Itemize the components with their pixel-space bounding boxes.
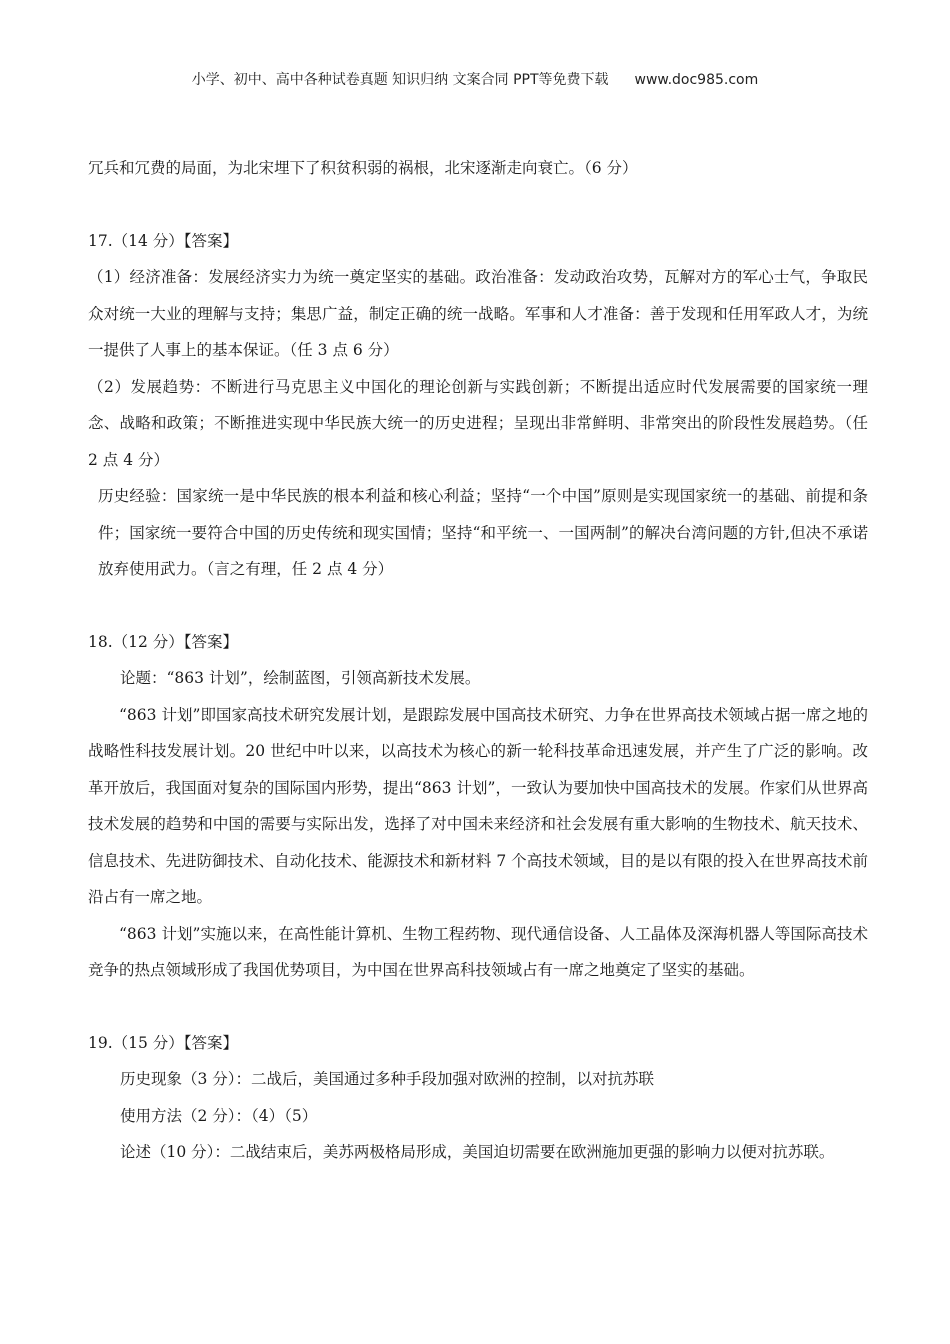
question-18 [88, 624, 868, 989]
q16-tail-text: 冗兵和冗费的局面，为北宋埋下了积贫积弱的祸根，北宋逐渐走向衰亡。（6 分） [88, 159, 638, 177]
section-gap [88, 588, 868, 624]
q17-part1: （1）经济准备：发展经济实力为统一奠定坚实的基础。政治准备：发动政治攻势，瓦解对方的军心士气，争取民众对统一大业的理解与支持；集思广益，制定正确的统一战略。军事和人才准备：善于发现和任用军政人才，为统一提供了人事上的基本保证。（任 3 点 6 分） [88, 268, 868, 359]
q17-part2: （2）发展趋势：不断进行马克思主义中国化的理论创新与实践创新；不断提出适应时代发展需要的国家统一理念、战略和政策；不断推进实现中华民族大统一的历史进程；呈现出非常鲜明、非常突出的阶段性发展趋势。（任 2 点 4 分） [88, 377, 868, 469]
q18-heading: 18.（12 分）【答案】 [88, 632, 239, 651]
question-17 [88, 223, 868, 588]
q18-paragraph-2-text: “863 计划”实施以来，在高性能计算机、生物工程药物、现代通信设备、人工晶体及深海机器人等国际高技术竞争的热点领域形成了我国优势项目，为中国在世界高科技领域占有一席之地奠定了坚实的基础。 [88, 924, 868, 979]
page-header [0, 69, 950, 89]
q18-topic: 论题：“863 计划”，绘制蓝图，引领高新技术发展。 [120, 669, 481, 687]
q19-discussion: 论述（10 分）：二战结束后，美苏两极格局形成，美国迫切需要在欧洲施加更强的影响力以便对抗苏联。 [120, 1143, 835, 1161]
q17-history-experience: 历史经验：国家统一是中华民族的根本利益和核心利益；坚持“一个中国”原则是实现国家统一的基础、前提和条件；国家统一要符合中国的历史传统和现实国情；坚持“和平统一、一国两制”的解决台湾问题的方针,但决不承诺放弃使用武力。（言之有理，任 2 点 4 分） [98, 487, 868, 578]
header-site-link[interactable]: www.doc985.com [634, 72, 759, 88]
header-text: 小学、初中、高中各种试卷真题 知识归纳 文案合同 PPT等免费下载 [191, 72, 609, 88]
q19-heading: 19.（15 分）【答案】 [88, 1033, 239, 1052]
q18-paragraph-1 [88, 697, 868, 916]
section-gap [88, 187, 868, 223]
q18-paragraph-2 [88, 916, 868, 989]
document-body [88, 150, 868, 1171]
question-19 [88, 1025, 868, 1171]
q19-historical-phenomenon: 历史现象（3 分）：二战后，美国通过多种手段加强对欧洲的控制，以对抗苏联 [120, 1070, 655, 1088]
q17-heading: 17.（14 分）【答案】 [88, 231, 239, 250]
q19-method: 使用方法（2 分）：（4）（5） [120, 1106, 318, 1125]
section-gap [88, 989, 868, 1025]
q18-paragraph-1-text: “863 计划”即国家高技术研究发展计划，是跟踪发展中国高技术研究、力争在世界高技术领域占据一席之地的战略性科技发展计划。20 世纪中叶以来，以高技术为核心的新一轮科技革命迅速发展，并产生了广泛的影响。改革开放后，我国面对复杂的国际国内形势，提出“863 计划”，一致认为要加快中国高技术的发展。作家们从世界高技术发展的趋势和中国的需要与实际出发，选择了对中国未来经济和社会发展有重大影响的生物技术、航天技术、信息技术、先进防御技术、自动化技术、能源技术和新材料 7 个高技术领域，目的是以有限的投入在世界高技术前沿占有一席之地。 [88, 705, 868, 906]
